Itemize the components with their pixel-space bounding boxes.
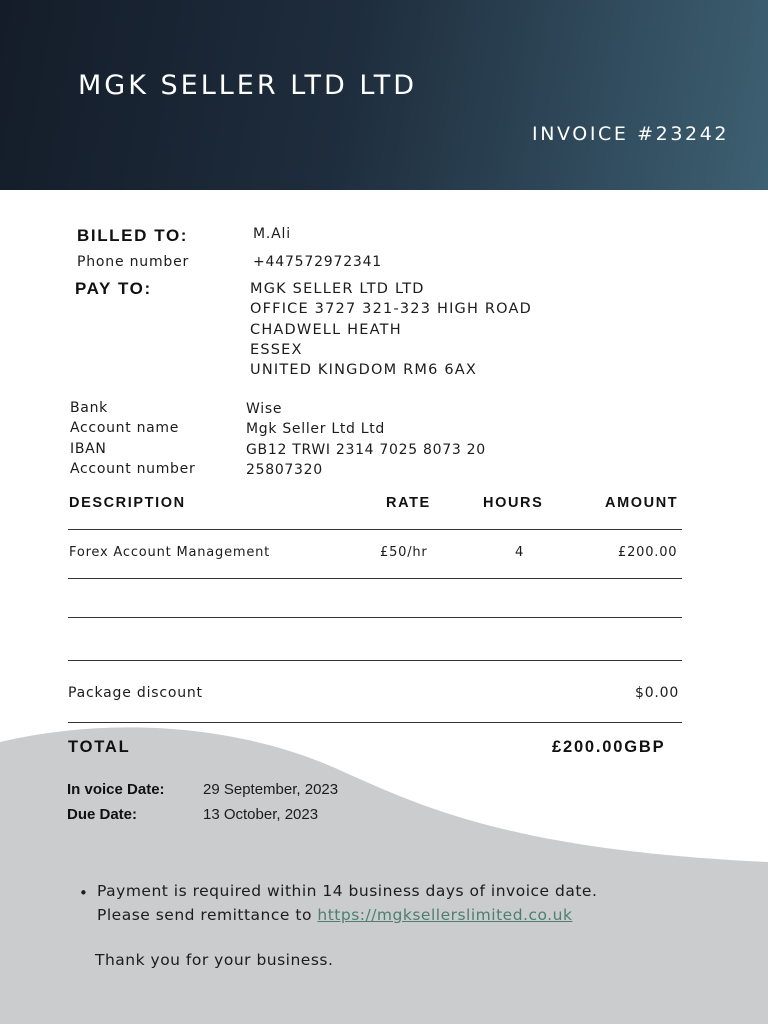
- row-hours: 4: [515, 545, 525, 560]
- discount-value: $0.00: [635, 685, 680, 701]
- table-divider: [68, 660, 682, 661]
- billed-to-name: M.Ali: [253, 226, 291, 242]
- remittance-prefix: Please send remittance to: [97, 906, 312, 924]
- bullet-icon: •: [79, 884, 88, 902]
- due-date-label: Due Date:: [67, 806, 138, 823]
- pay-to-address: [250, 279, 532, 380]
- discount-label: Package discount: [68, 685, 203, 701]
- table-divider: [68, 617, 682, 618]
- header-description: DESCRIPTION: [69, 495, 186, 511]
- total-value: £200.00GBP: [552, 738, 666, 756]
- address-line: UNITED KINGDOM RM6 6AX: [250, 362, 477, 379]
- account-number-value: 25807320: [246, 461, 323, 478]
- header-amount: AMOUNT: [605, 495, 679, 511]
- payment-terms-note: Payment is required within 14 business days of invoice date.: [97, 882, 598, 900]
- remittance-link[interactable]: https://mgksellerslimited.co.uk: [317, 906, 573, 924]
- address-line: OFFICE 3727 321-323 HIGH ROAD: [250, 301, 533, 318]
- billed-to-label: BILLED TO:: [77, 226, 189, 245]
- iban-value: GB12 TRWI 2314 7025 8073 20: [246, 441, 486, 458]
- remittance-note: [97, 906, 572, 924]
- thank-you-note: Thank you for your business.: [95, 951, 334, 969]
- pay-to-label: PAY TO:: [75, 279, 152, 298]
- invoice-date-value: 29 September, 2023: [203, 781, 339, 798]
- invoice-date-label: In voice Date:: [67, 781, 165, 798]
- invoice-number: INVOICE #23242: [532, 123, 730, 145]
- row-amount: £200.00: [618, 545, 678, 560]
- table-divider: [68, 578, 682, 579]
- footer-wave-background: [0, 720, 768, 1024]
- table-divider: [68, 529, 682, 530]
- bank-labels: [70, 398, 195, 479]
- address-line: CHADWELL HEATH: [250, 321, 402, 338]
- header-hours: HOURS: [483, 495, 544, 511]
- bank-value: Wise: [246, 401, 283, 417]
- bank-label: Bank: [70, 400, 108, 416]
- phone-value: +447572972341: [253, 254, 383, 270]
- address-line: ESSEX: [250, 341, 303, 358]
- iban-label: IBAN: [70, 440, 107, 457]
- total-label: TOTAL: [68, 738, 131, 756]
- row-description: Forex Account Management: [69, 545, 271, 560]
- header-rate: RATE: [386, 495, 431, 511]
- account-name-value: Mgk Seller Ltd Ltd: [246, 421, 386, 438]
- due-date-value: 13 October, 2023: [203, 806, 319, 823]
- phone-label: Phone number: [77, 254, 190, 270]
- row-rate: £50/hr: [380, 545, 428, 560]
- account-name-label: Account name: [70, 420, 180, 437]
- invoice-header-banner: [0, 0, 768, 190]
- address-line: MGK SELLER LTD LTD: [250, 281, 425, 297]
- bank-values: [246, 399, 486, 480]
- table-divider: [68, 722, 682, 723]
- account-number-label: Account number: [70, 460, 196, 477]
- company-name: MGK SELLER LTD LTD: [78, 70, 417, 101]
